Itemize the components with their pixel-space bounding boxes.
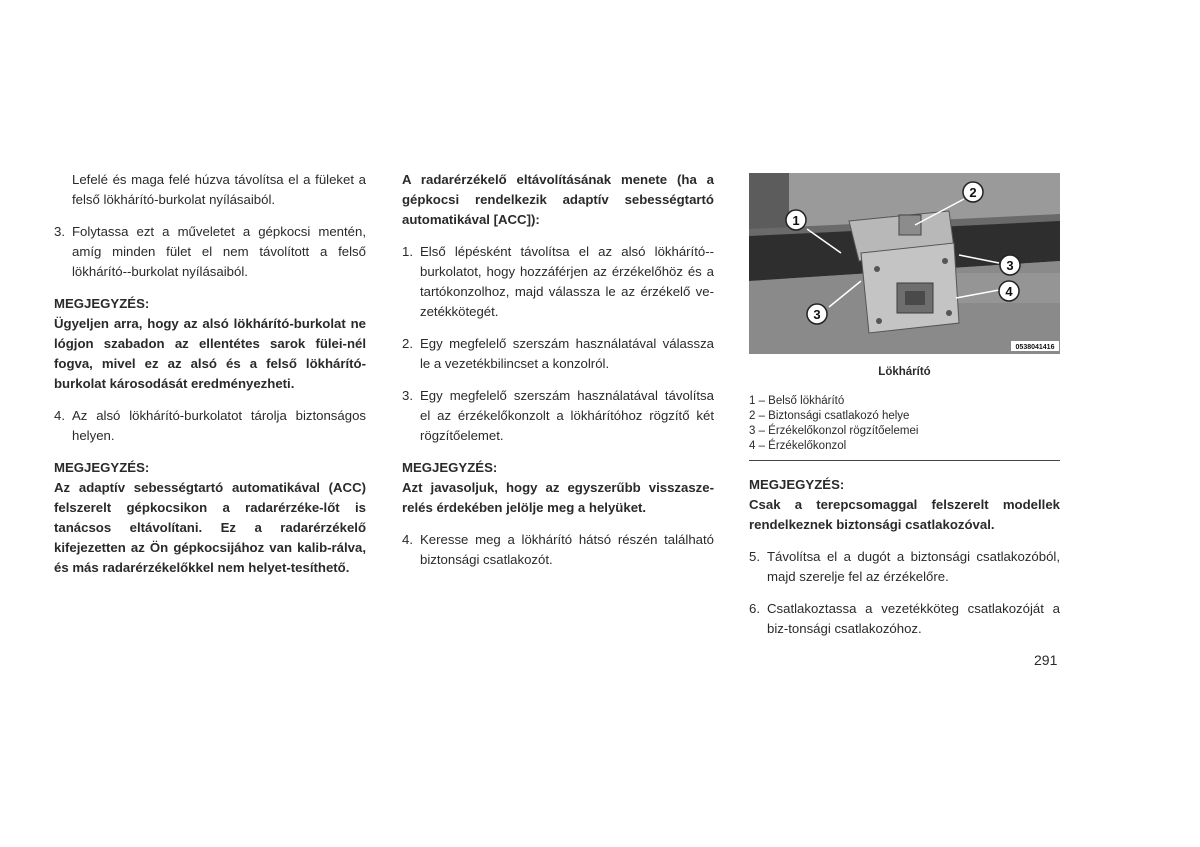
callout-1: 1 xyxy=(792,213,800,228)
list-item xyxy=(54,406,366,446)
list-number: 1. xyxy=(402,244,413,259)
divider xyxy=(749,460,1060,461)
list-item-text: Egy megfelelő szerszám használatával válassza le a vezetékbilincset a konzolról. xyxy=(420,336,714,371)
list-item-text: Keresse meg a lökhárító hátsó részén található biztonsági csatlakozót. xyxy=(420,532,714,567)
list-item-text: Első lépésként távolítsa el az alsó lökhárító--burkolatot, hogy hozzáférjen az érzékelőhöz és a tartókonzolhoz, majd válassza le az érzékelő ve-zetékkötegét. xyxy=(420,244,714,319)
note-text: Ügyeljen arra, hogy az alsó lökhárító-burkolat ne lógjon szabadon az ellentétes sarok fülei-nél fogva, mivel ez az alsó és a felső lökhárító-burkolat károsodását eredményezheti. xyxy=(54,316,366,391)
list-item xyxy=(402,242,714,322)
note-text: Csak a terepcsomaggal felszerelt modellek rendelkeznek biztonsági csatlakozóval. xyxy=(749,497,1060,532)
page-number: 291 xyxy=(1034,652,1058,668)
column-middle xyxy=(402,170,714,582)
list-item-text: Csatlakoztassa a vezetékköteg csatlakozóját a biz-tonsági csatlakozóhoz. xyxy=(767,601,1060,636)
legend-item: 4 – Érzékelőkonzol xyxy=(749,440,847,452)
column-left xyxy=(54,170,366,590)
bumper-figure xyxy=(749,173,1060,354)
list-item-text: Folytassa ezt a műveletet a gépkocsi mentén, amíg minden fület el nem távolított a felső lökhárító--burkolat nyílásaiból. xyxy=(72,224,366,279)
callout-3b: 3 xyxy=(813,307,821,322)
callout-3: 3 xyxy=(1006,258,1014,273)
note-title: MEGJEGYZÉS: xyxy=(749,477,845,492)
list-item xyxy=(749,547,1060,587)
callout-4: 4 xyxy=(1005,284,1013,299)
list-item xyxy=(402,386,714,446)
list-item-text: Egy megfelelő szerszám használatával távolítsa el az érzékelőkonzolt a lökhárítóhoz rögzítő két rögzítőelemet. xyxy=(420,388,714,443)
list-number: 4. xyxy=(54,408,65,423)
section-heading: A radarérzékelő eltávolításának menete (ha a gépkocsi rendelkezik adaptív sebességtartó automatikával [ACC]): xyxy=(402,172,714,227)
list-number: 2. xyxy=(402,336,413,351)
column-right xyxy=(749,170,1060,651)
list-number: 5. xyxy=(749,549,760,564)
list-number: 3. xyxy=(402,388,413,403)
figure-code: 0538041416 xyxy=(1015,344,1055,351)
note-title: MEGJEGYZÉS: xyxy=(54,460,150,475)
note-title: MEGJEGYZÉS: xyxy=(402,460,498,475)
legend-item: 1 – Belső lökhárító xyxy=(749,395,845,407)
list-item-continuation: Lefelé és maga felé húzva távolítsa el a füleket a felső lökhárító-burkolat nyílásaiból. xyxy=(72,172,366,207)
list-number: 4. xyxy=(402,532,413,547)
callout-2: 2 xyxy=(969,185,977,200)
note-title: MEGJEGYZÉS: xyxy=(54,296,150,311)
figure-caption: Lökhárító xyxy=(878,366,931,378)
list-number: 3. xyxy=(54,224,65,239)
list-item xyxy=(402,334,714,374)
legend-item: 2 – Biztonsági csatlakozó helye xyxy=(749,410,910,422)
figure-legend xyxy=(749,394,1060,454)
legend-item: 3 – Érzékelőkonzol rögzítőelemei xyxy=(749,425,919,437)
list-item-text: Távolítsa el a dugót a biztonsági csatlakozóból, majd szerelje fel az érzékelőre. xyxy=(767,549,1060,584)
list-item xyxy=(54,222,366,282)
list-number: 6. xyxy=(749,601,760,616)
list-item xyxy=(749,599,1060,639)
note-text: Az adaptív sebességtartó automatikával (ACC) felszerelt gépkocsikon a radarérzéke-lőt is tanácsos eltávolítani. Ez a radarérzékelő kifejezetten az Ön gépkocsijához van kalib-rálva, és más radarérzékelőkkel nem helyet-tesíthető. xyxy=(54,480,366,575)
note-text: Azt javasoljuk, hogy az egyszerűbb visszasze-relés érdekében jelölje meg a helyüket. xyxy=(402,480,714,515)
list-item-text: Az alsó lökhárító-burkolatot tárolja biztonságos helyen. xyxy=(72,408,366,443)
list-item xyxy=(402,530,714,570)
bumper-photo-illustration xyxy=(749,173,1060,354)
